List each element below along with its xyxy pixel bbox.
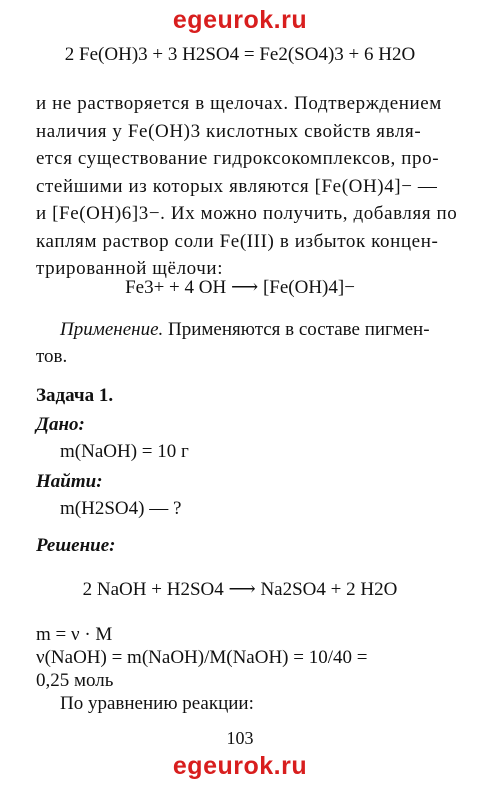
given-label: Дано: [36,414,85,435]
solution-label: Решение: [36,535,116,556]
solution-line-2: ν(NaOH) = m(NaOH)/M(NaOH) = 10/40 = [36,647,368,668]
given-value: m(NaOH) = 10 г [60,441,189,462]
solution-line-4: По уравнению реакции: [60,693,254,714]
solution-line-1: m = ν · M [36,624,113,645]
paragraph-1-line: трированной щёлочи: [36,258,224,279]
paragraph-1-line: и [Fe(OH)6]3−. Их можно получить, добавляя по [36,203,458,224]
paragraph-1 [36,90,458,283]
equation-3: 2 NaOH + H2SO4 ⟶ Na2SO4 + 2 H2O [82,579,398,600]
find-label: Найти: [36,471,103,492]
solution-line-3: 0,25 моль [36,670,114,691]
paragraph-1-line: ется существование гидроксокомплексов, про- [36,148,440,169]
watermark-top: egeurok.ru [172,6,308,34]
paragraph-1-line: стейшими из которых являются [Fe(OH)4]− — [36,175,438,197]
find-value: m(H2SO4) — ? [60,498,182,519]
application-line-2: тов. [36,346,68,367]
paragraph-1-line: каплям раствор соли Fe(III) в избыток концен- [36,230,439,252]
paragraph-1-line: и не растворяется в щелочах. Подтверждением [36,93,442,114]
equation-1: 2 Fe(OH)3 + 3 H2SO4 = Fe2(SO4)3 + 6 H2O [64,44,416,65]
equation-2: Fe3+ + 4 OH ⟶ [Fe(OH)4]− [125,277,355,298]
application-text: Применяются в составе пигмен- [168,319,430,340]
page-number: 103 [226,728,254,748]
task-title: Задача 1. [36,385,114,406]
application-line-1 [60,319,430,341]
application-label: Применение. [60,319,164,340]
watermark-bottom: egeurok.ru [172,752,308,780]
paragraph-1-line: наличия у Fe(OH)3 кислотных свойств явля- [36,120,422,142]
